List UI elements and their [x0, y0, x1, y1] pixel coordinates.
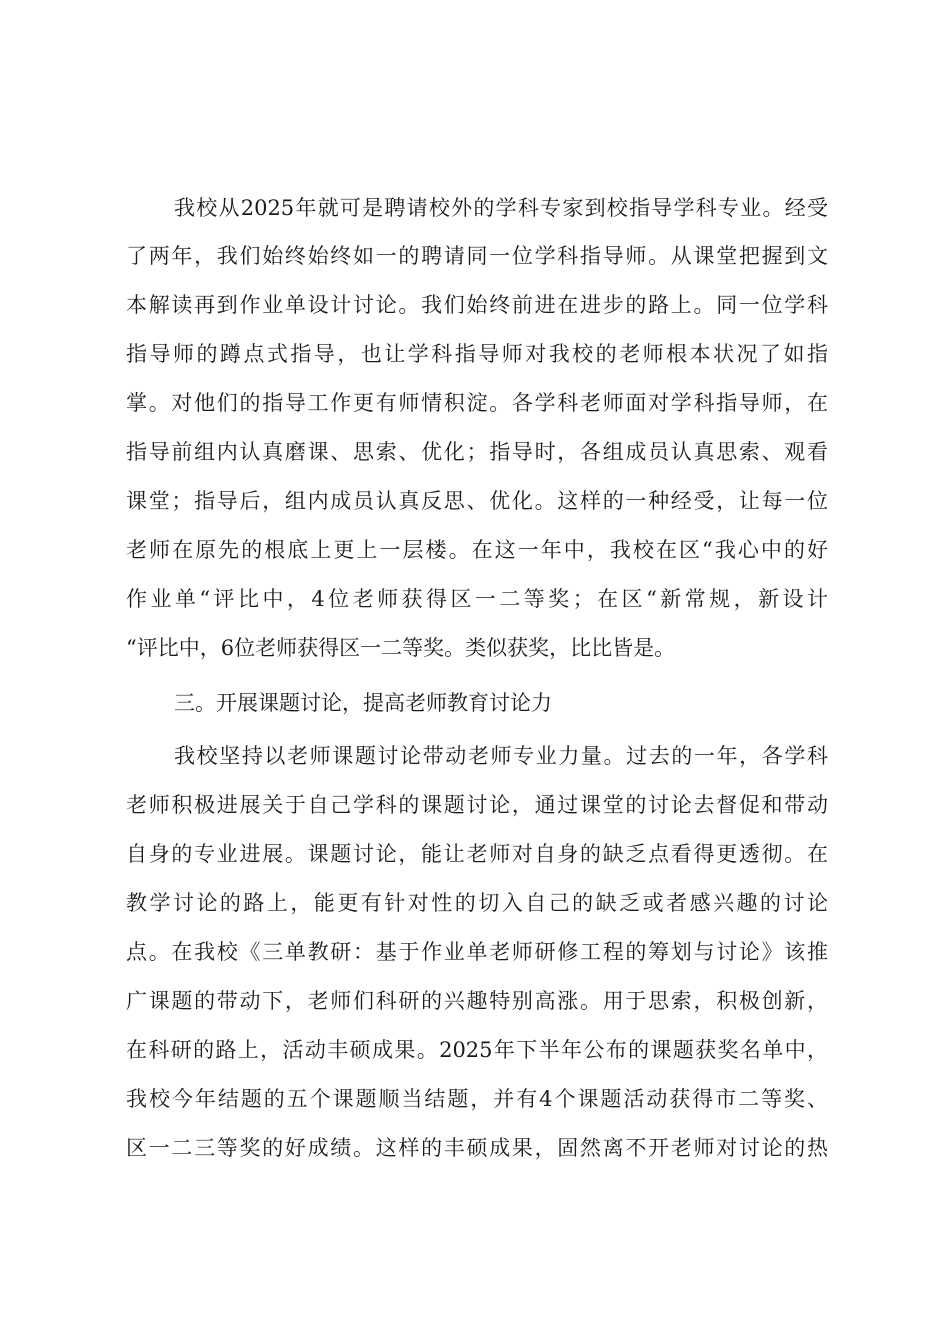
paragraph-line: 自身的专业进展。课题讨论，能让老师对自身的缺乏点看得更透彻。在 [126, 842, 828, 866]
paragraph-line: 老师积极进展关于自己学科的课题讨论，通过课堂的讨论去督促和带动 [126, 793, 828, 817]
paragraph-line: 指导师的蹲点式指导，也让学科指导师对我校的老师根本状况了如指 [126, 342, 828, 366]
paragraph-line: 区一二三等奖的好成绩。这样的丰硕成果，固然离不开老师对讨论的热 [126, 1136, 828, 1160]
paragraph-line: 掌。对他们的指导工作更有师情积淀。各学科老师面对学科指导师，在 [126, 391, 828, 415]
paragraph-line: 作业单“评比中，4位老师获得区一二等奖；在区“新常规，新设计 [126, 587, 828, 611]
paragraph-line: 指导前组内认真磨课、思索、优化；指导时，各组成员认真思索、观看 [126, 440, 828, 464]
paragraph-line: 在科研的路上，活动丰硕成果。2025年下半年公布的课题获奖名单中， [126, 1038, 828, 1062]
paragraph-line: 我校从2025年就可是聘请校外的学科专家到校指导学科专业。经受 [174, 196, 828, 220]
paragraph-line: 教学讨论的路上，能更有针对性的切入自己的缺乏或者感兴趣的讨论 [126, 891, 828, 915]
paragraph-line: 课堂；指导后，组内成员认真反思、优化。这样的一种经受，让每一位 [126, 489, 828, 513]
paragraph-line: 我校坚持以老师课题讨论带动老师专业力量。过去的一年，各学科 [174, 744, 828, 768]
paragraph-line: 我校今年结题的五个课题顺当结题，并有4个课题活动获得市二等奖、 [126, 1087, 828, 1111]
paragraph-line: 老师在原先的根底上更上一层楼。在这一年中，我校在区“我心中的好 [126, 538, 828, 562]
paragraph-line: 了两年，我们始终始终如一的聘请同一位学科指导师。从课堂把握到文 [126, 244, 828, 268]
paragraph-line: 本解读再到作业单设计讨论。我们始终前进在进步的路上。同一位学科 [126, 293, 828, 317]
paragraph-line: 广课题的带动下，老师们科研的兴趣特别高涨。用于思索，积极创新， [126, 989, 828, 1013]
section-heading: 三。开展课题讨论，提高老师教育讨论力 [174, 691, 552, 715]
paragraph-line: “评比中，6位老师获得区一二等奖。类似获奖，比比皆是。 [126, 636, 676, 660]
paragraph-line: 点。在我校《三单教研：基于作业单老师研修工程的筹划与讨论》该推 [126, 940, 828, 964]
